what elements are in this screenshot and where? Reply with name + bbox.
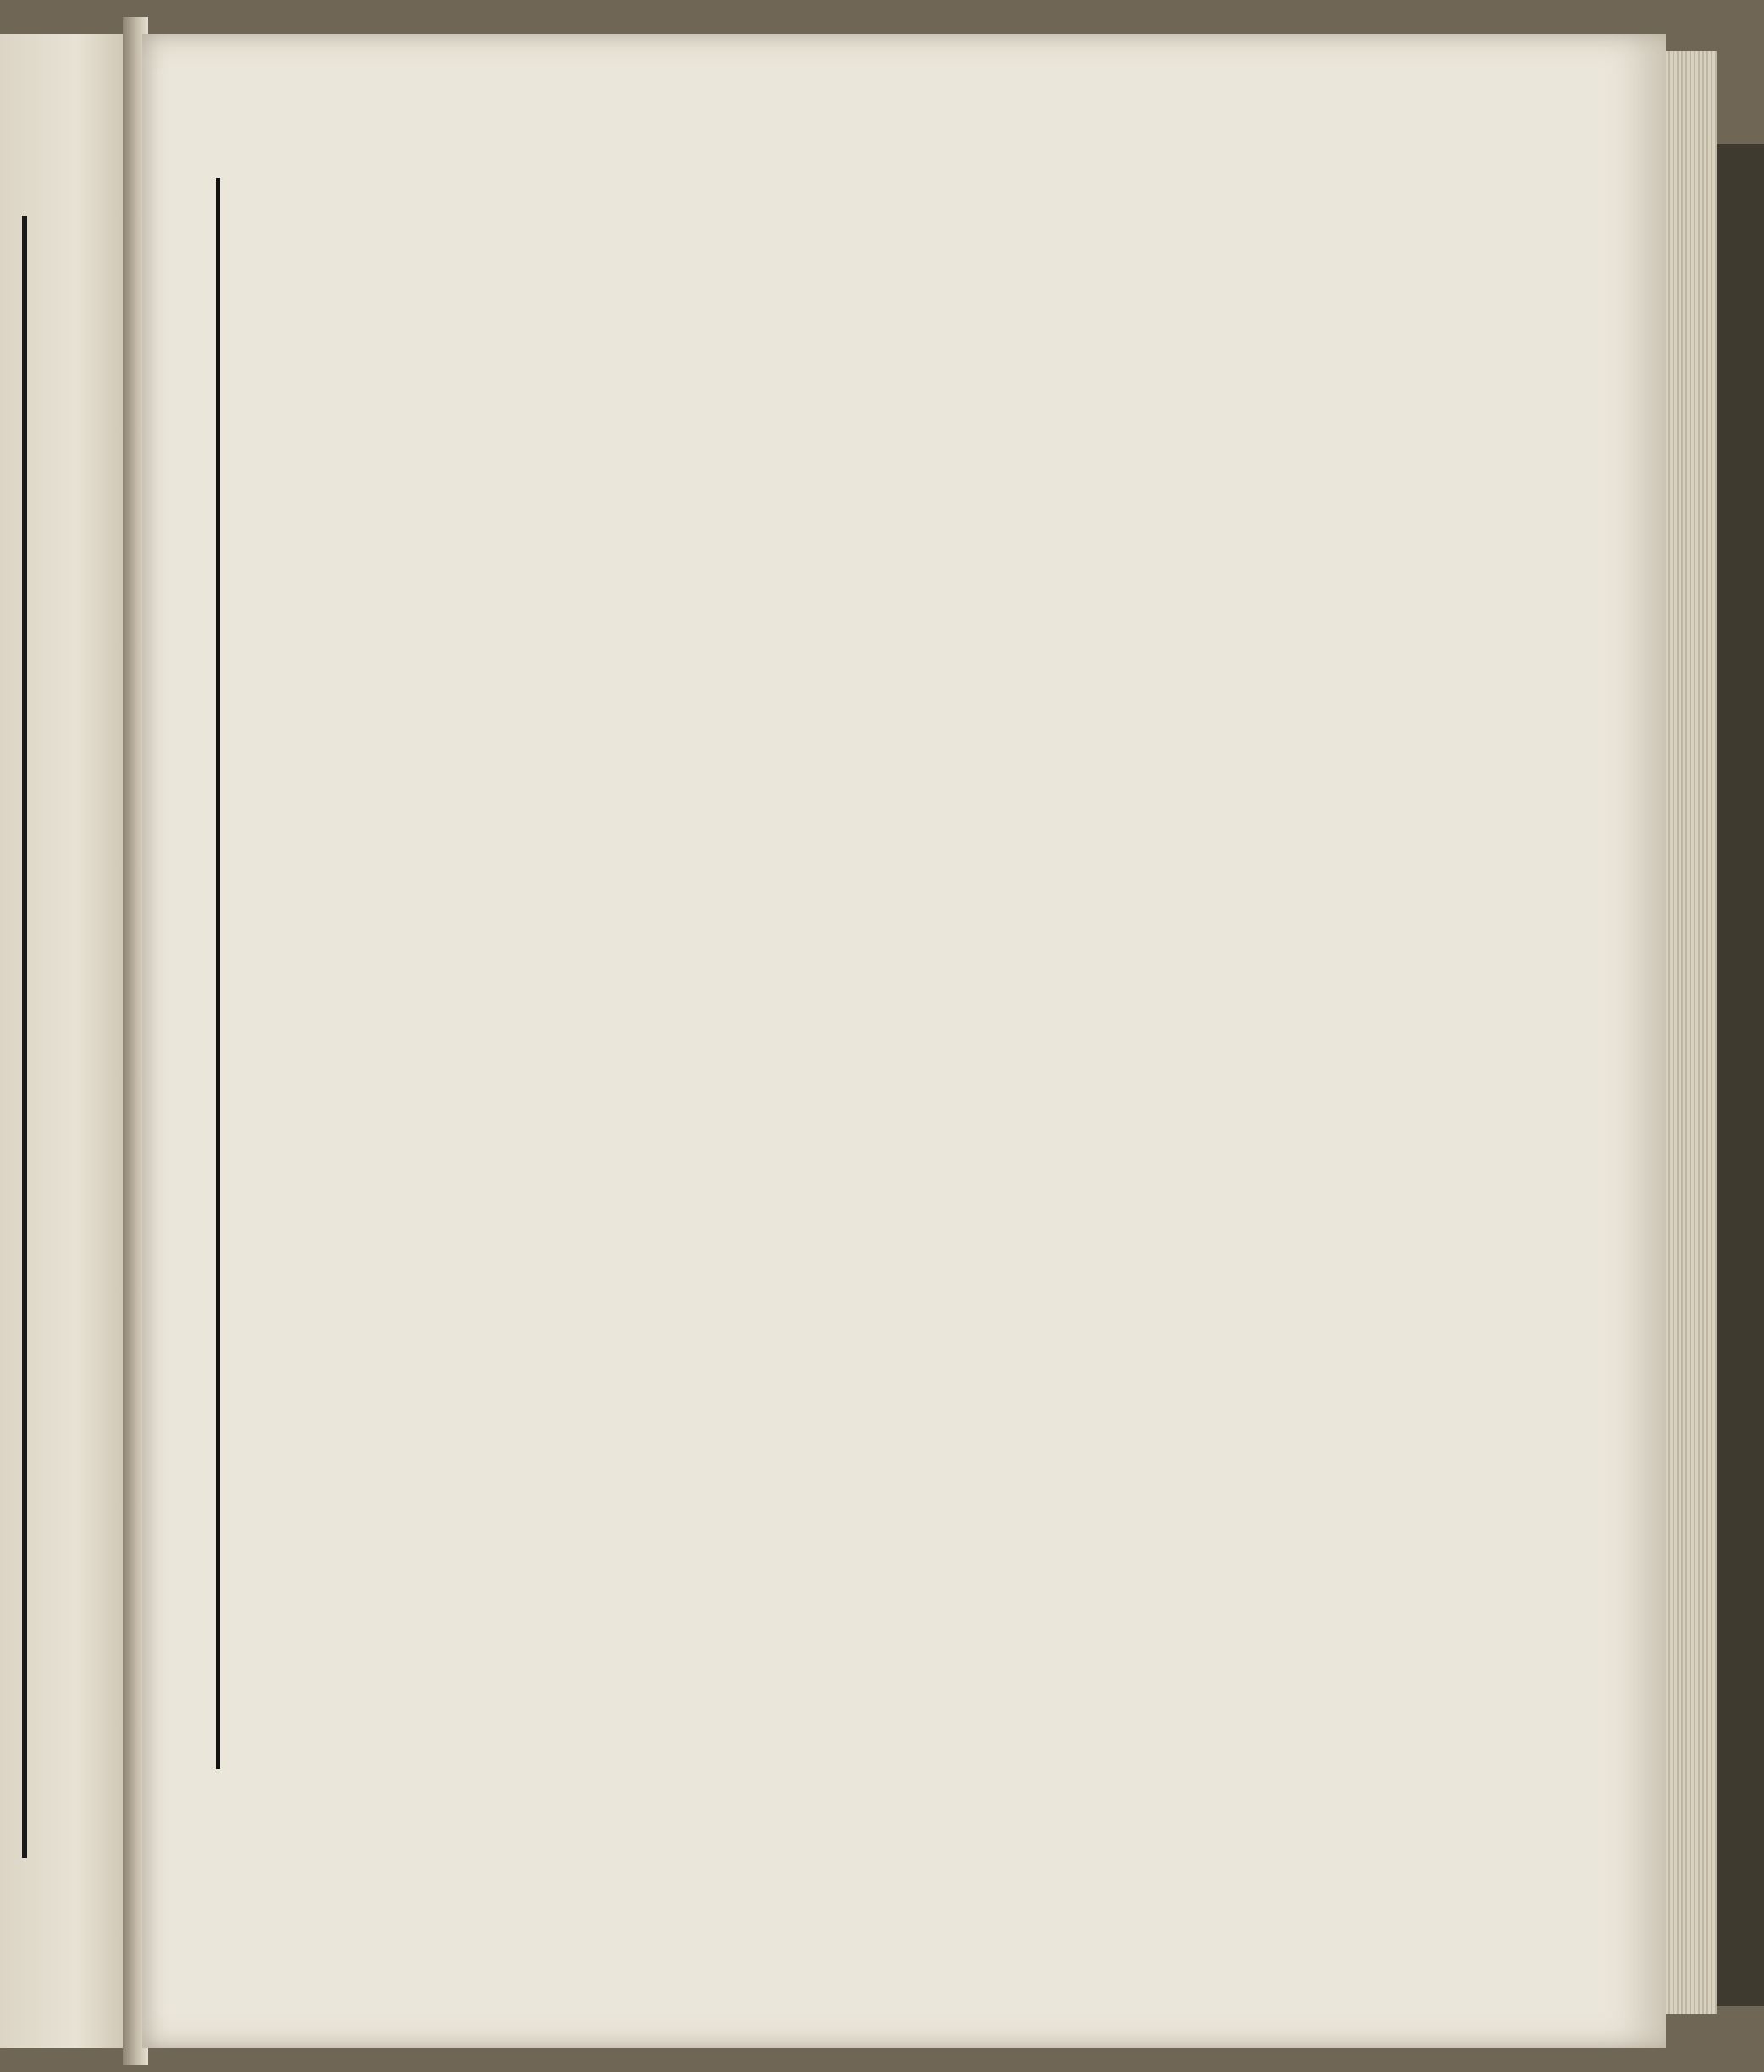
bottom-fleuron-border bbox=[240, 1754, 1374, 1815]
left-page-fragment bbox=[0, 34, 127, 2048]
top-fleuron-border bbox=[224, 165, 1223, 226]
book-cover-edge bbox=[1717, 144, 1764, 2006]
book-page bbox=[142, 34, 1666, 2048]
page-edges bbox=[1666, 51, 1717, 2014]
frame-left-rule bbox=[216, 178, 220, 1769]
left-page-rule bbox=[22, 216, 27, 1858]
right-fleuron-border bbox=[1308, 161, 1384, 1735]
subheading bbox=[515, 1282, 530, 1328]
